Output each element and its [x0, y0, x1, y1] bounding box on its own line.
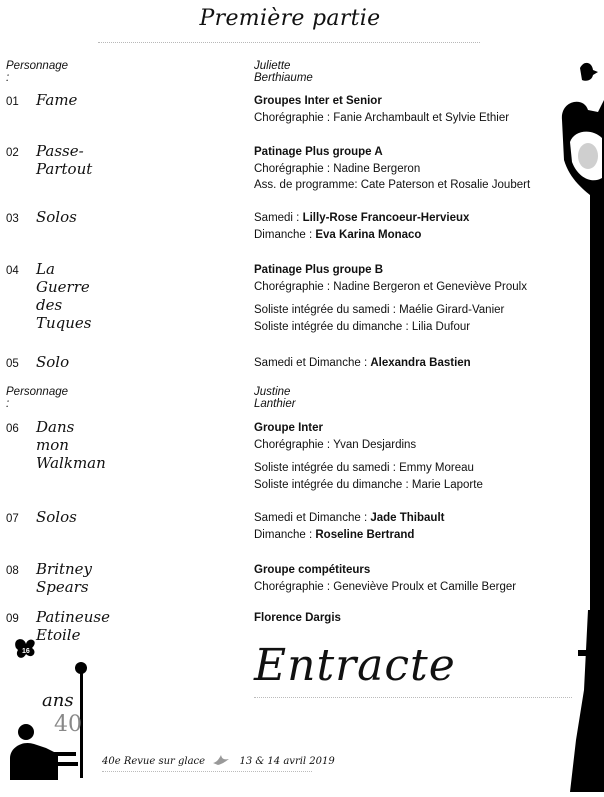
detail-text: Chorégraphie : Nadine Bergeron et Geneviève Proulx	[254, 280, 527, 293]
detail-text: Dimanche :	[254, 228, 316, 241]
detail-line	[254, 279, 527, 296]
detail-line	[254, 319, 527, 336]
detail-bold: Groupes Inter et Senior	[254, 95, 382, 107]
number-details	[254, 262, 527, 335]
detail-text: Soliste intégrée du samedi : Maélie Girard-Vanier	[254, 304, 505, 316]
detail-bold: Groupe compétiteurs	[254, 564, 371, 576]
number-index: 09	[6, 613, 19, 625]
number-index: 06	[6, 423, 19, 435]
personnage-label: Personnage :	[6, 60, 69, 84]
number-index: 05	[6, 358, 19, 370]
detail-bold: Groupe Inter	[254, 422, 324, 434]
detail-text: Dimanche :	[254, 528, 316, 541]
detail-text: Chorégraphie : Geneviève Proulx et Camille Berger	[254, 580, 517, 593]
detail-line	[254, 477, 483, 494]
number-title: Fame	[36, 91, 78, 109]
logo-badge: 16	[22, 648, 30, 655]
title-divider	[98, 42, 480, 43]
detail-bold: Eva Karina Monaco	[315, 228, 422, 241]
detail-bold: Florence Dargis	[254, 612, 341, 624]
number-details	[254, 610, 341, 627]
number-title: Dans mon Walkman	[36, 418, 106, 472]
detail-line	[254, 144, 530, 161]
detail-line	[254, 437, 483, 454]
number-index: 03	[6, 213, 19, 225]
detail-line	[254, 460, 483, 477]
detail-bold: Jade Thibault	[370, 512, 445, 524]
footer-revue: 40e Revue sur glace	[102, 756, 206, 767]
number-title: La Guerre des Tuques	[36, 260, 92, 332]
lamp-post-illustration	[540, 50, 604, 797]
number-details	[254, 420, 483, 493]
spacer	[254, 295, 527, 302]
entracte-divider	[254, 697, 572, 698]
detail-bold: Patinage Plus groupe A	[254, 146, 383, 158]
detail-line	[254, 161, 530, 178]
number-title: Solos	[36, 208, 77, 226]
footer-divider	[102, 771, 312, 772]
logo-number: 40	[54, 712, 82, 737]
footer-dates: 13 & 14 avril 2019	[239, 756, 335, 767]
detail-bold: Alexandra Bastien	[370, 357, 471, 369]
number-details	[254, 144, 530, 194]
personnage-name: Juliette Berthiaume	[254, 60, 313, 84]
detail-bold: Lilly-Rose Francoeur-Hervieux	[302, 212, 470, 224]
number-index: 02	[6, 147, 19, 159]
number-details	[254, 355, 471, 372]
number-index: 08	[6, 565, 19, 577]
detail-line	[254, 302, 527, 319]
detail-line	[254, 210, 469, 227]
number-index: 07	[6, 513, 19, 525]
detail-text: Soliste intégrée du samedi : Emmy Moreau	[254, 462, 474, 474]
detail-line	[254, 93, 509, 110]
detail-line	[254, 610, 341, 627]
number-title: Passe-Partout	[36, 142, 93, 178]
logo-ans: ans	[42, 690, 74, 711]
detail-text: Samedi :	[254, 212, 303, 224]
detail-line	[254, 510, 444, 527]
number-details	[254, 510, 444, 543]
detail-text: Chorégraphie : Yvan Desjardins	[254, 438, 417, 451]
number-index: 01	[6, 96, 19, 108]
detail-line	[254, 579, 516, 596]
detail-line	[254, 262, 527, 279]
detail-line	[254, 527, 444, 544]
detail-text: Chorégraphie : Fanie Archambault et Sylvie Ethier	[254, 111, 510, 124]
entracte-heading: Entracte	[254, 640, 456, 691]
spacer	[254, 453, 483, 460]
detail-text: Chorégraphie : Nadine Bergeron	[254, 162, 421, 175]
detail-text: Soliste intégrée du dimanche : Marie Laporte	[254, 478, 483, 491]
detail-line	[254, 110, 509, 127]
personnage-name: Justine Lanthier	[254, 386, 296, 410]
detail-line	[254, 355, 471, 372]
number-details	[254, 562, 516, 595]
footer	[102, 753, 335, 770]
number-title: Britney Spears	[36, 560, 93, 596]
detail-line	[254, 227, 469, 244]
number-details	[254, 210, 469, 243]
number-title: Patineuse Etoile	[36, 608, 110, 644]
page-title: Première partie	[199, 6, 381, 31]
number-title: Solos	[36, 508, 77, 526]
dove-icon	[212, 753, 232, 770]
number-index: 04	[6, 265, 19, 277]
anniversary-logo	[8, 630, 88, 785]
detail-text: Ass. de programme: Cate Paterson et Rosalie Joubert	[254, 179, 531, 191]
detail-line	[254, 562, 516, 579]
detail-line	[254, 420, 483, 437]
number-title: Solo	[36, 353, 70, 371]
detail-text: Samedi et Dimanche :	[254, 357, 371, 369]
personnage-label: Personnage :	[6, 386, 69, 410]
detail-text: Samedi et Dimanche :	[254, 512, 371, 524]
detail-line	[254, 177, 530, 194]
detail-bold: Roseline Bertrand	[315, 528, 415, 541]
number-details	[254, 93, 509, 126]
detail-text: Soliste intégrée du dimanche : Lilia Dufour	[254, 320, 471, 333]
detail-bold: Patinage Plus groupe B	[254, 264, 384, 276]
